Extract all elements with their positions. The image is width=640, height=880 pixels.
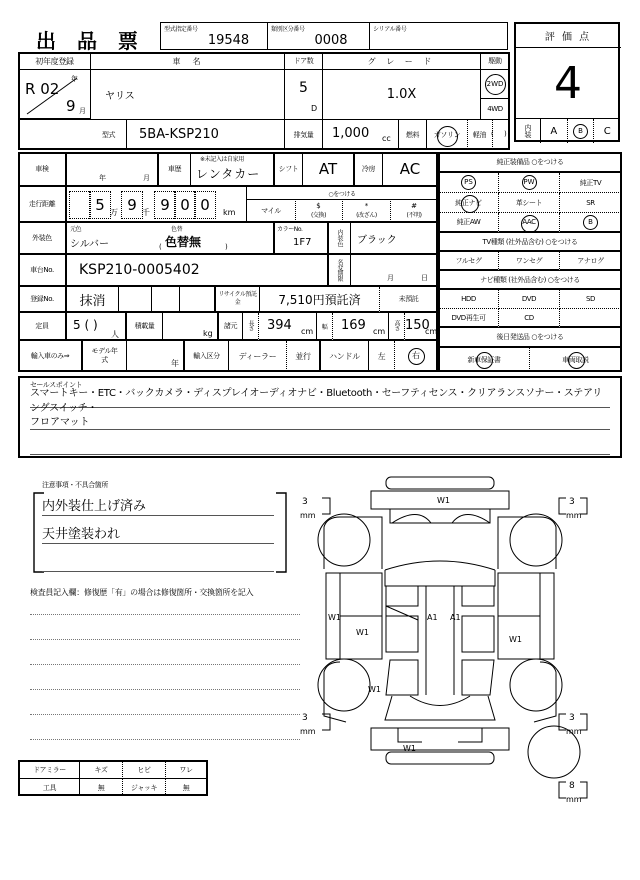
fuel-paren-left: ( <box>491 130 494 138</box>
drive-2wd-option[interactable] <box>481 70 509 99</box>
damage-mark-right-door: W1 <box>509 635 522 644</box>
height-value <box>405 313 437 341</box>
handle-label: ハンドル <box>321 341 369 371</box>
damage-mark-roof: W1 <box>437 496 450 505</box>
tire-depth-fl-unit: mm <box>300 511 316 520</box>
handle-right-circle: 右 <box>408 348 425 365</box>
repaint-label: 色替 <box>171 226 183 233</box>
model-code-value: 5BA-KSP210 <box>127 120 285 149</box>
navi-type-empty <box>560 309 621 328</box>
car-name-value: ヤリス <box>91 70 285 120</box>
aircon-label: 冷房 <box>355 153 383 187</box>
score-label: 評 価 点 <box>515 23 621 48</box>
tire-depth-rear-left <box>300 712 334 742</box>
navi-type-dvd-play[interactable]: DVD再生可 <box>439 309 499 328</box>
recycle-unpaid[interactable]: 未預託 <box>380 287 437 313</box>
repaint-paren-left: ( <box>159 243 162 251</box>
equipment-genuine-navi[interactable] <box>439 193 499 213</box>
color-number-label: カラーNo. <box>277 226 303 233</box>
original-color-value: シルバー <box>70 239 110 250</box>
bottom-table-jack-value: 無 <box>182 783 190 792</box>
color-number-value: 1F7 <box>293 237 312 248</box>
specs-label: 諸元 <box>219 313 243 341</box>
mileage-digit-5[interactable]: 0 <box>194 191 216 219</box>
later-ship-manual-label: 車両取説 <box>562 355 589 364</box>
mileage-opt-change[interactable] <box>295 199 343 222</box>
tv-type-oneseg[interactable]: ワンセグ <box>499 252 560 271</box>
handle-left-option[interactable]: 左 <box>369 341 395 371</box>
later-ship-manual[interactable] <box>530 348 621 371</box>
mileage-digit-1[interactable]: 5 <box>89 191 111 219</box>
length-label: 長さ <box>243 313 259 341</box>
handle-right-option[interactable] <box>395 341 437 371</box>
mileage-opt-tamper-symbol: * <box>364 202 369 210</box>
mileage-opt-change-symbol: $ <box>316 202 321 210</box>
inspector-blank-line-5[interactable] <box>30 714 300 715</box>
capacity-value <box>67 313 127 341</box>
door-count-value <box>285 70 323 120</box>
fuel-gasoline-label: ガソリン <box>433 130 461 139</box>
tire-depth-rear-right <box>556 712 594 742</box>
damage-mark-center-left: A1 <box>427 613 438 622</box>
length-unit: cm <box>301 327 314 336</box>
notes-line1: 内外装仕上げ済み <box>42 494 274 516</box>
grade-value: 1.0X <box>323 70 481 120</box>
doors-number: 5 <box>299 80 308 96</box>
equipment-genuine-aw[interactable]: 純正AW <box>439 213 499 233</box>
length-number: 394 <box>267 318 292 333</box>
name-change-label: 名変期限 <box>329 255 351 287</box>
displacement-number: 1,000 <box>332 126 370 141</box>
interior-grade-b-circle: B <box>573 124 588 139</box>
width-unit: cm <box>373 327 386 336</box>
first-registration-value <box>19 70 91 120</box>
bottom-table-tools-value: 無 <box>80 779 123 796</box>
name-change-month: 月 <box>387 274 394 282</box>
aircon-value: AC <box>383 153 437 187</box>
model-year-unit: 年 <box>171 359 179 368</box>
mileage-unit-sen: 千 <box>142 208 150 217</box>
mileage-opt-tamper[interactable] <box>343 199 391 222</box>
tire-depth-rr-unit: mm <box>566 727 582 736</box>
reg-month-value: 9 <box>66 97 76 115</box>
class-number-value: 0008 <box>314 33 348 48</box>
bottom-table-crack: ヒビ <box>123 762 166 779</box>
equipment-aac-circle-icon <box>521 215 539 233</box>
equipment-leather-seat[interactable]: 革シート <box>499 193 560 213</box>
shift-label: シフト <box>275 153 303 187</box>
mileage-digits <box>67 187 247 223</box>
first-registration-label: 初年度登録 <box>19 53 91 70</box>
tire-depth-spare <box>556 780 594 810</box>
mileage-options <box>247 187 437 223</box>
inspector-blank-line-3[interactable] <box>30 664 300 665</box>
import-only-label: 輸入車のみ⇒ <box>19 341 83 371</box>
bottom-table-tools: 工具 <box>20 779 80 796</box>
page-title <box>36 24 166 54</box>
repaint-value: 色替無 <box>165 235 202 249</box>
recycle-fee-label: リサイクル預託金 <box>216 287 260 313</box>
equipment-aac[interactable] <box>499 213 560 233</box>
inspector-blank-line-4[interactable] <box>30 689 300 690</box>
inspector-blank-line-1[interactable] <box>30 614 300 615</box>
type-designation-label: 型式指定番号 <box>164 26 198 33</box>
length-value <box>259 313 317 341</box>
capacity-unit: 人 <box>111 330 119 339</box>
fuel-gasoline-option[interactable] <box>427 120 468 149</box>
equipment-title: 純正装備品 ○をつける <box>439 153 621 173</box>
navi-type-cd[interactable]: CD <box>499 309 560 328</box>
mileage-opt-unknown-label: (不明) <box>406 212 422 219</box>
damage-mark-center-right: A1 <box>450 613 461 622</box>
interior-color-value: ブラック <box>351 223 437 255</box>
interior-grade-label: 内装 <box>516 119 541 143</box>
mileage-digit-4[interactable]: 0 <box>174 191 196 219</box>
drive-4wd-option[interactable]: 4WD <box>487 104 503 113</box>
height-unit: cm <box>425 327 438 336</box>
score-value: 4 <box>554 57 582 109</box>
mileage-digit-3[interactable]: 9 <box>154 191 176 219</box>
interior-grade-b[interactable] <box>568 119 595 143</box>
tire-depth-rl-value: 3 <box>302 713 308 723</box>
door-count-label: ドア数 <box>285 53 323 70</box>
tire-depth-spare-unit: mm <box>566 795 582 804</box>
interior-grade-c[interactable]: C <box>603 125 611 137</box>
equipment-b-circle: B <box>583 215 598 230</box>
damage-mark-left-door: W1 <box>356 628 369 637</box>
original-color-label: 元色 <box>70 226 82 233</box>
width-value <box>333 313 389 341</box>
name-change-value[interactable] <box>351 255 437 287</box>
mileage-opt-change-label: (交換) <box>310 212 327 219</box>
fuel-gasoline-circle-icon <box>437 126 458 147</box>
score-box <box>514 22 620 142</box>
mileage-opt-unknown-symbol: # <box>411 202 417 210</box>
mileage-digit-2[interactable]: 9 <box>121 191 143 219</box>
equipment-pw-circle: PW <box>522 175 537 190</box>
registration-no-label: 登録No. <box>19 287 67 313</box>
history-value-cell <box>191 153 275 187</box>
shaken-month-unit: 月 <box>143 174 150 182</box>
fuel-options[interactable] <box>427 120 509 149</box>
history-label: 車歴 <box>159 153 191 187</box>
fuel-diesel-option[interactable]: 軽油 <box>467 120 493 149</box>
fuel-label: 燃料 <box>399 120 427 149</box>
later-ship-warranty-label: 新車保証書 <box>467 355 501 364</box>
navi-type-hdd[interactable]: HDD <box>439 290 499 309</box>
class-number-box <box>268 22 370 50</box>
later-ship-warranty-circle-icon <box>476 352 493 369</box>
page-title-text: 出 品 票 <box>36 28 145 53</box>
sales-point-label: セールスポイント <box>30 381 83 389</box>
later-ship-warranty[interactable] <box>439 348 530 371</box>
car-name-label: 車 名 <box>91 53 285 70</box>
bottom-table-scratch: キズ <box>80 762 123 779</box>
serial-number-box <box>370 22 508 50</box>
serial-number-label: シリアル番号 <box>373 26 407 33</box>
tire-depth-rr-value: 3 <box>569 713 575 723</box>
damage-mark-rear-left: W1 <box>368 685 381 694</box>
drive-label: 駆動 <box>481 53 509 70</box>
capacity-label: 定員 <box>19 313 67 341</box>
serial-number-value <box>380 32 500 50</box>
registration-no-blank1[interactable] <box>119 287 152 313</box>
registration-no-value: 抹消 <box>67 287 119 313</box>
navi-type-title: ナビ種類 (社外品含む) ○をつける <box>439 271 621 290</box>
inspector-note: 検査員記入欄：修復歴「有」の場合は修復箇所・交換箇所を記入 <box>30 587 254 597</box>
registration-no-blank3[interactable] <box>180 287 216 313</box>
damage-mark-rear-bumper: W1 <box>403 744 416 753</box>
equipment-sunroof[interactable]: SR <box>560 193 621 213</box>
mileage-unit-man: 万 <box>110 208 118 217</box>
displacement-value <box>323 120 399 149</box>
model-code-label: 型式 <box>91 120 127 149</box>
mileage-opt-unknown[interactable] <box>391 199 437 222</box>
equipment-genuine-navi-label: 純正ナビ <box>455 198 482 207</box>
color-number-cell <box>275 223 329 255</box>
load-capacity-value[interactable] <box>163 313 219 341</box>
reg-year-value: R 02 <box>25 80 60 98</box>
tire-depth-fr-unit: mm <box>566 511 582 520</box>
name-change-day: 日 <box>421 274 428 282</box>
bottom-table-break: ワレ <box>166 762 206 779</box>
tire-depth-front-right <box>556 496 594 526</box>
sales-point-line2: フロアマット <box>30 412 610 430</box>
width-label: 幅 <box>317 313 333 341</box>
capacity-number: 5 ( ) <box>73 318 98 332</box>
exterior-color-label: 外装色 <box>19 223 67 255</box>
sales-point-line1: スマートキー・ETC・バックカメラ・ディスプレイオーディオナビ・Bluetooth・セーフティセンス・クリアランスソナー・ステアリングスイッチ・ <box>30 390 610 408</box>
type-designation-value: 19548 <box>207 33 250 48</box>
fuel-paren-right: ) <box>504 130 507 138</box>
later-ship-title: 後日発送品 ○をつける <box>439 328 621 348</box>
bottom-table <box>18 760 208 796</box>
shaken-year-unit: 年 <box>99 174 106 182</box>
navi-type-dvd[interactable]: DVD <box>499 290 560 309</box>
drive-2wd-circle: 2WD <box>485 74 506 95</box>
equipment-ps-circle: PS <box>461 175 476 190</box>
sales-point-line4 <box>30 438 610 455</box>
fuel-other-option[interactable] <box>492 120 509 149</box>
mileage-label: 走行距離 <box>19 187 67 223</box>
notes-line3 <box>42 550 274 572</box>
tv-type-title: TV種類 (社外品含む) ○をつける <box>439 233 621 252</box>
import-dealer-option[interactable]: ディーラー <box>229 341 287 371</box>
interior-color-label: 内装色 <box>329 223 351 255</box>
registration-no-blank2[interactable] <box>152 287 180 313</box>
inspector-blank-line-2[interactable] <box>30 639 300 640</box>
tire-depth-rl-unit: mm <box>300 727 316 736</box>
sales-point-panel <box>18 376 622 458</box>
type-designation-box <box>160 22 268 50</box>
history-note: ※未記入は自家用 <box>200 156 244 163</box>
equipment-genuine-navi-circle-icon <box>461 195 479 213</box>
import-parallel-option[interactable]: 並行 <box>287 341 321 371</box>
tire-depth-fl-value: 3 <box>302 497 308 507</box>
damage-mark-left-fender: W1 <box>328 613 341 622</box>
inspector-blank-line-6[interactable] <box>30 739 300 740</box>
later-ship-manual-circle-icon <box>568 352 585 369</box>
height-label: 高さ <box>389 313 405 341</box>
chassis-value: KSP210-0005402 <box>67 255 329 287</box>
import-class-label: 輸入区分 <box>185 341 229 371</box>
equipment-ps[interactable] <box>439 173 499 193</box>
mileage-opt-tamper-label: (改ざん) <box>356 212 377 219</box>
mileage-unit-km: km <box>223 208 236 217</box>
class-number-label: 類別区分番号 <box>271 26 305 33</box>
shaken-label: 車検 <box>19 153 67 187</box>
tire-depth-fr-value: 3 <box>569 497 575 507</box>
year-unit: 年 <box>71 75 78 83</box>
mileage-circle-note: ○をつける <box>247 187 437 200</box>
load-capacity-unit: kg <box>203 329 213 338</box>
recycle-fee-value: 7,510円預託済 <box>260 287 380 313</box>
height-number: 150 <box>405 318 430 333</box>
chassis-label: 車台No. <box>19 255 67 287</box>
exterior-color-values <box>67 223 275 255</box>
equipment-genuine-tv[interactable]: 純正TV <box>560 173 621 193</box>
drive-type-cell[interactable] <box>481 70 509 120</box>
bottom-table-door-mirror: ドアミラー <box>20 762 80 779</box>
equipment-aac-label: AAC <box>522 218 536 226</box>
model-year-label: モデル年式 <box>83 341 127 371</box>
month-unit: 月 <box>79 107 86 115</box>
tire-depth-spare-value: 8 <box>569 781 575 791</box>
mileage-opt-mile[interactable]: マイル <box>247 199 296 222</box>
doors-unit: D <box>311 104 318 113</box>
notes-title: 注意事項・不具合箇所 <box>42 481 108 489</box>
tv-type-fullseg[interactable]: フルセグ <box>439 252 499 271</box>
bottom-table-jack: ジャッキ <box>123 779 166 796</box>
interior-grade-row <box>516 118 620 142</box>
history-value: レンタカー <box>196 167 261 181</box>
load-capacity-label: 積載量 <box>127 313 163 341</box>
mileage-digit-0[interactable] <box>69 191 91 219</box>
grade-label: グ レ ー ド <box>323 53 481 70</box>
navi-type-sd[interactable]: SD <box>560 290 621 309</box>
displacement-unit: cc <box>382 134 391 143</box>
model-year-value[interactable] <box>127 341 185 371</box>
width-number: 169 <box>341 318 366 333</box>
shift-value: AT <box>303 153 355 187</box>
tv-type-analog[interactable]: アナログ <box>560 252 621 271</box>
tire-depth-front-left <box>300 496 334 526</box>
repaint-paren-right: ) <box>225 243 228 251</box>
displacement-label: 排気量 <box>285 120 323 149</box>
shaken-value[interactable] <box>67 153 159 187</box>
equipment-pw[interactable] <box>499 173 560 193</box>
equipment-b[interactable] <box>560 213 621 233</box>
notes-line2: 天井塗装われ <box>42 522 274 544</box>
interior-grade-a[interactable]: A <box>541 119 568 143</box>
